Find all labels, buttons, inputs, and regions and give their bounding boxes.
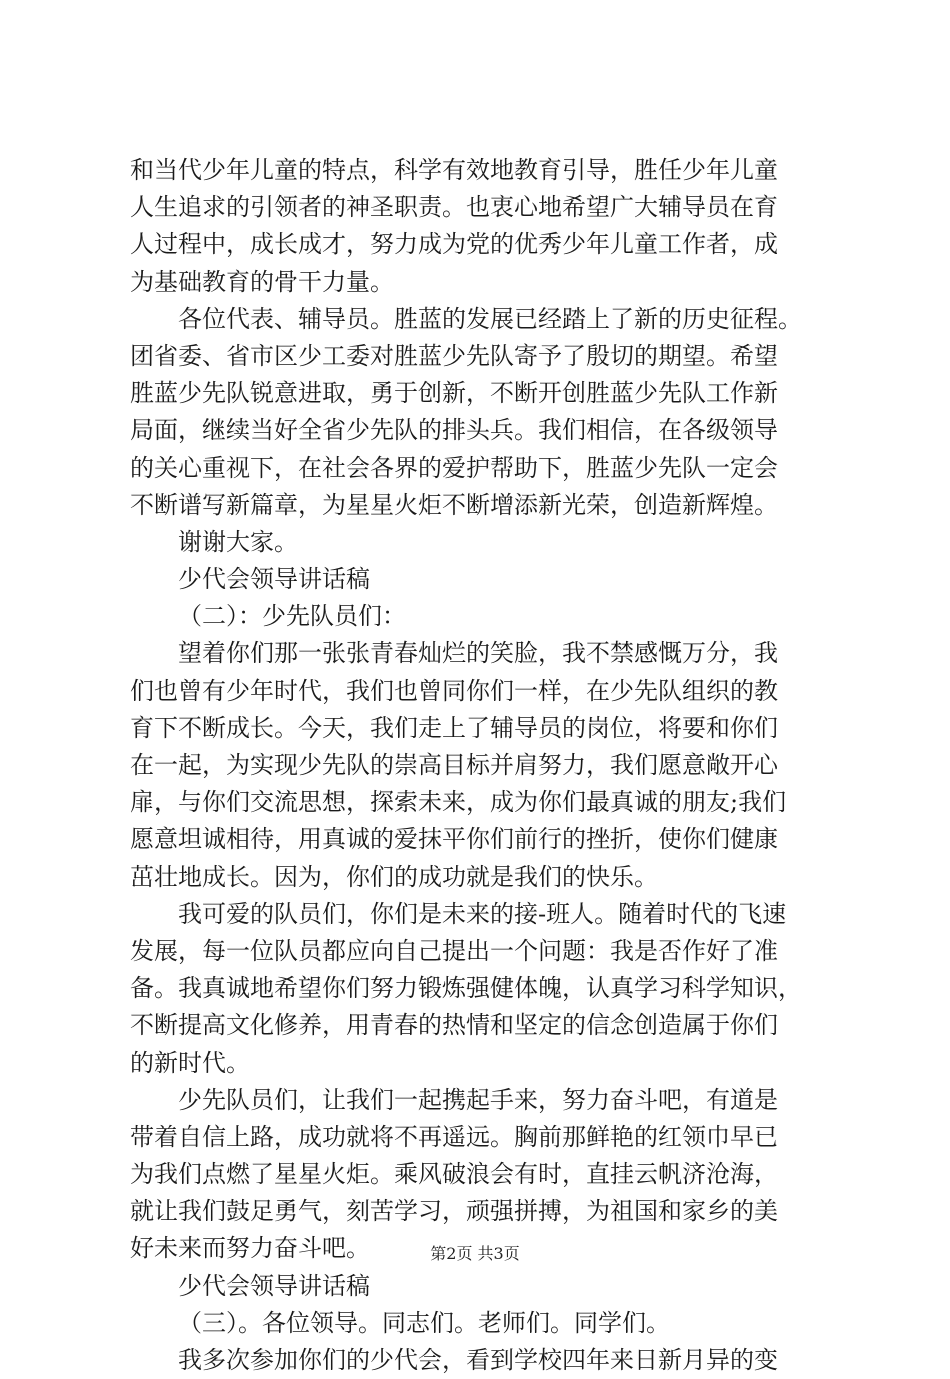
text-line: 为基础教育的骨干力量。 [130, 267, 394, 296]
text-line: 少代会领导讲话稿 [178, 1271, 370, 1300]
text-line: 备。我真诚地希望你们努力锻炼强健体魄，认真学习科学知识， [130, 974, 802, 1003]
text-line: 谢谢大家。 [178, 527, 298, 556]
text-line: （二）：少先队员们： [178, 602, 406, 631]
text-line: 们也曾有少年时代，我们也曾同你们一样，在少先队组织的教 [130, 676, 778, 705]
page-footer: 第2页 共3页 [430, 1244, 520, 1263]
text-line: 不断提高文化修养，用青春的热情和坚定的信念创造属于你们 [130, 1011, 778, 1040]
text-line: 愿意坦诚相待，用真诚的爱抹平你们前行的挫折，使你们健康 [130, 825, 778, 854]
text-line: 的关心重视下，在社会各界的爱护帮助下，胜蓝少先队一定会 [130, 453, 778, 482]
text-line: 扉，与你们交流思想，探索未来，成为你们最真诚的朋友;我们 [130, 788, 787, 817]
text-line: 各位代表、辅导员。胜蓝的发展已经踏上了新的历史征程。 [178, 304, 802, 333]
text-line: 我可爱的队员们，你们是未来的接-班人。随着时代的飞速 [178, 899, 787, 928]
text-line: 和当代少年儿童的特点，科学有效地教育引导，胜任少年儿童 [130, 156, 778, 184]
text-line: 带着自信上路，成功就将不再遥远。胸前那鲜艳的红领巾早已 [130, 1122, 778, 1151]
text-line: 少代会领导讲话稿 [178, 565, 370, 594]
text-line: 局面，继续当好全省少先队的排头兵。我们相信，在各级领导 [130, 416, 778, 445]
text-line: 为我们点燃了星星火炬。乘风破浪会有时，直挂云帆济沧海， [130, 1160, 778, 1189]
text-line: 育下不断成长。今天，我们走上了辅导员的岗位，将要和你们 [130, 713, 778, 742]
document-body [130, 152, 850, 1379]
text-line: 人过程中，成长成才，努力成为党的优秀少年儿童工作者，成 [130, 230, 778, 259]
text-line: 不断谱写新篇章，为星星火炬不断增添新光荣，创造新辉煌。 [130, 490, 778, 519]
text-line: 胜蓝少先队锐意进取，勇于创新，不断开创胜蓝少先队工作新 [130, 379, 778, 408]
text-line: 人生追求的引领者的神圣职责。也衷心地希望广大辅导员在育 [130, 193, 778, 222]
text-line: （三）。各位领导。同志们。老师们。同学们。 [178, 1308, 670, 1337]
text-line: 望着你们那一张张青春灿烂的笑脸，我不禁感慨万分，我 [178, 639, 778, 668]
text-line: 发展，每一位队员都应向自己提出一个问题：我是否作好了准 [130, 936, 778, 965]
text-line: 就让我们鼓足勇气，刻苦学习，顽强拼搏，为祖国和家乡的美 [130, 1197, 778, 1226]
text-line: 在一起，为实现少先队的崇高目标并肩努力，我们愿意敞开心 [130, 751, 778, 779]
text-line: 茁壮地成长。因为，你们的成功就是我们的快乐。 [130, 862, 658, 891]
text-line: 我多次参加你们的少代会，看到学校四年来日新月异的变 [178, 1346, 778, 1374]
text-line: 的新时代。 [130, 1048, 250, 1077]
text-line: 团省委、省市区少工委对胜蓝少先队寄予了殷切的期望。希望 [130, 341, 778, 370]
text-line: 好未来而努力奋斗吧。 [130, 1234, 370, 1263]
text-line: 少先队员们，让我们一起携起手来，努力奋斗吧，有道是 [178, 1085, 778, 1114]
